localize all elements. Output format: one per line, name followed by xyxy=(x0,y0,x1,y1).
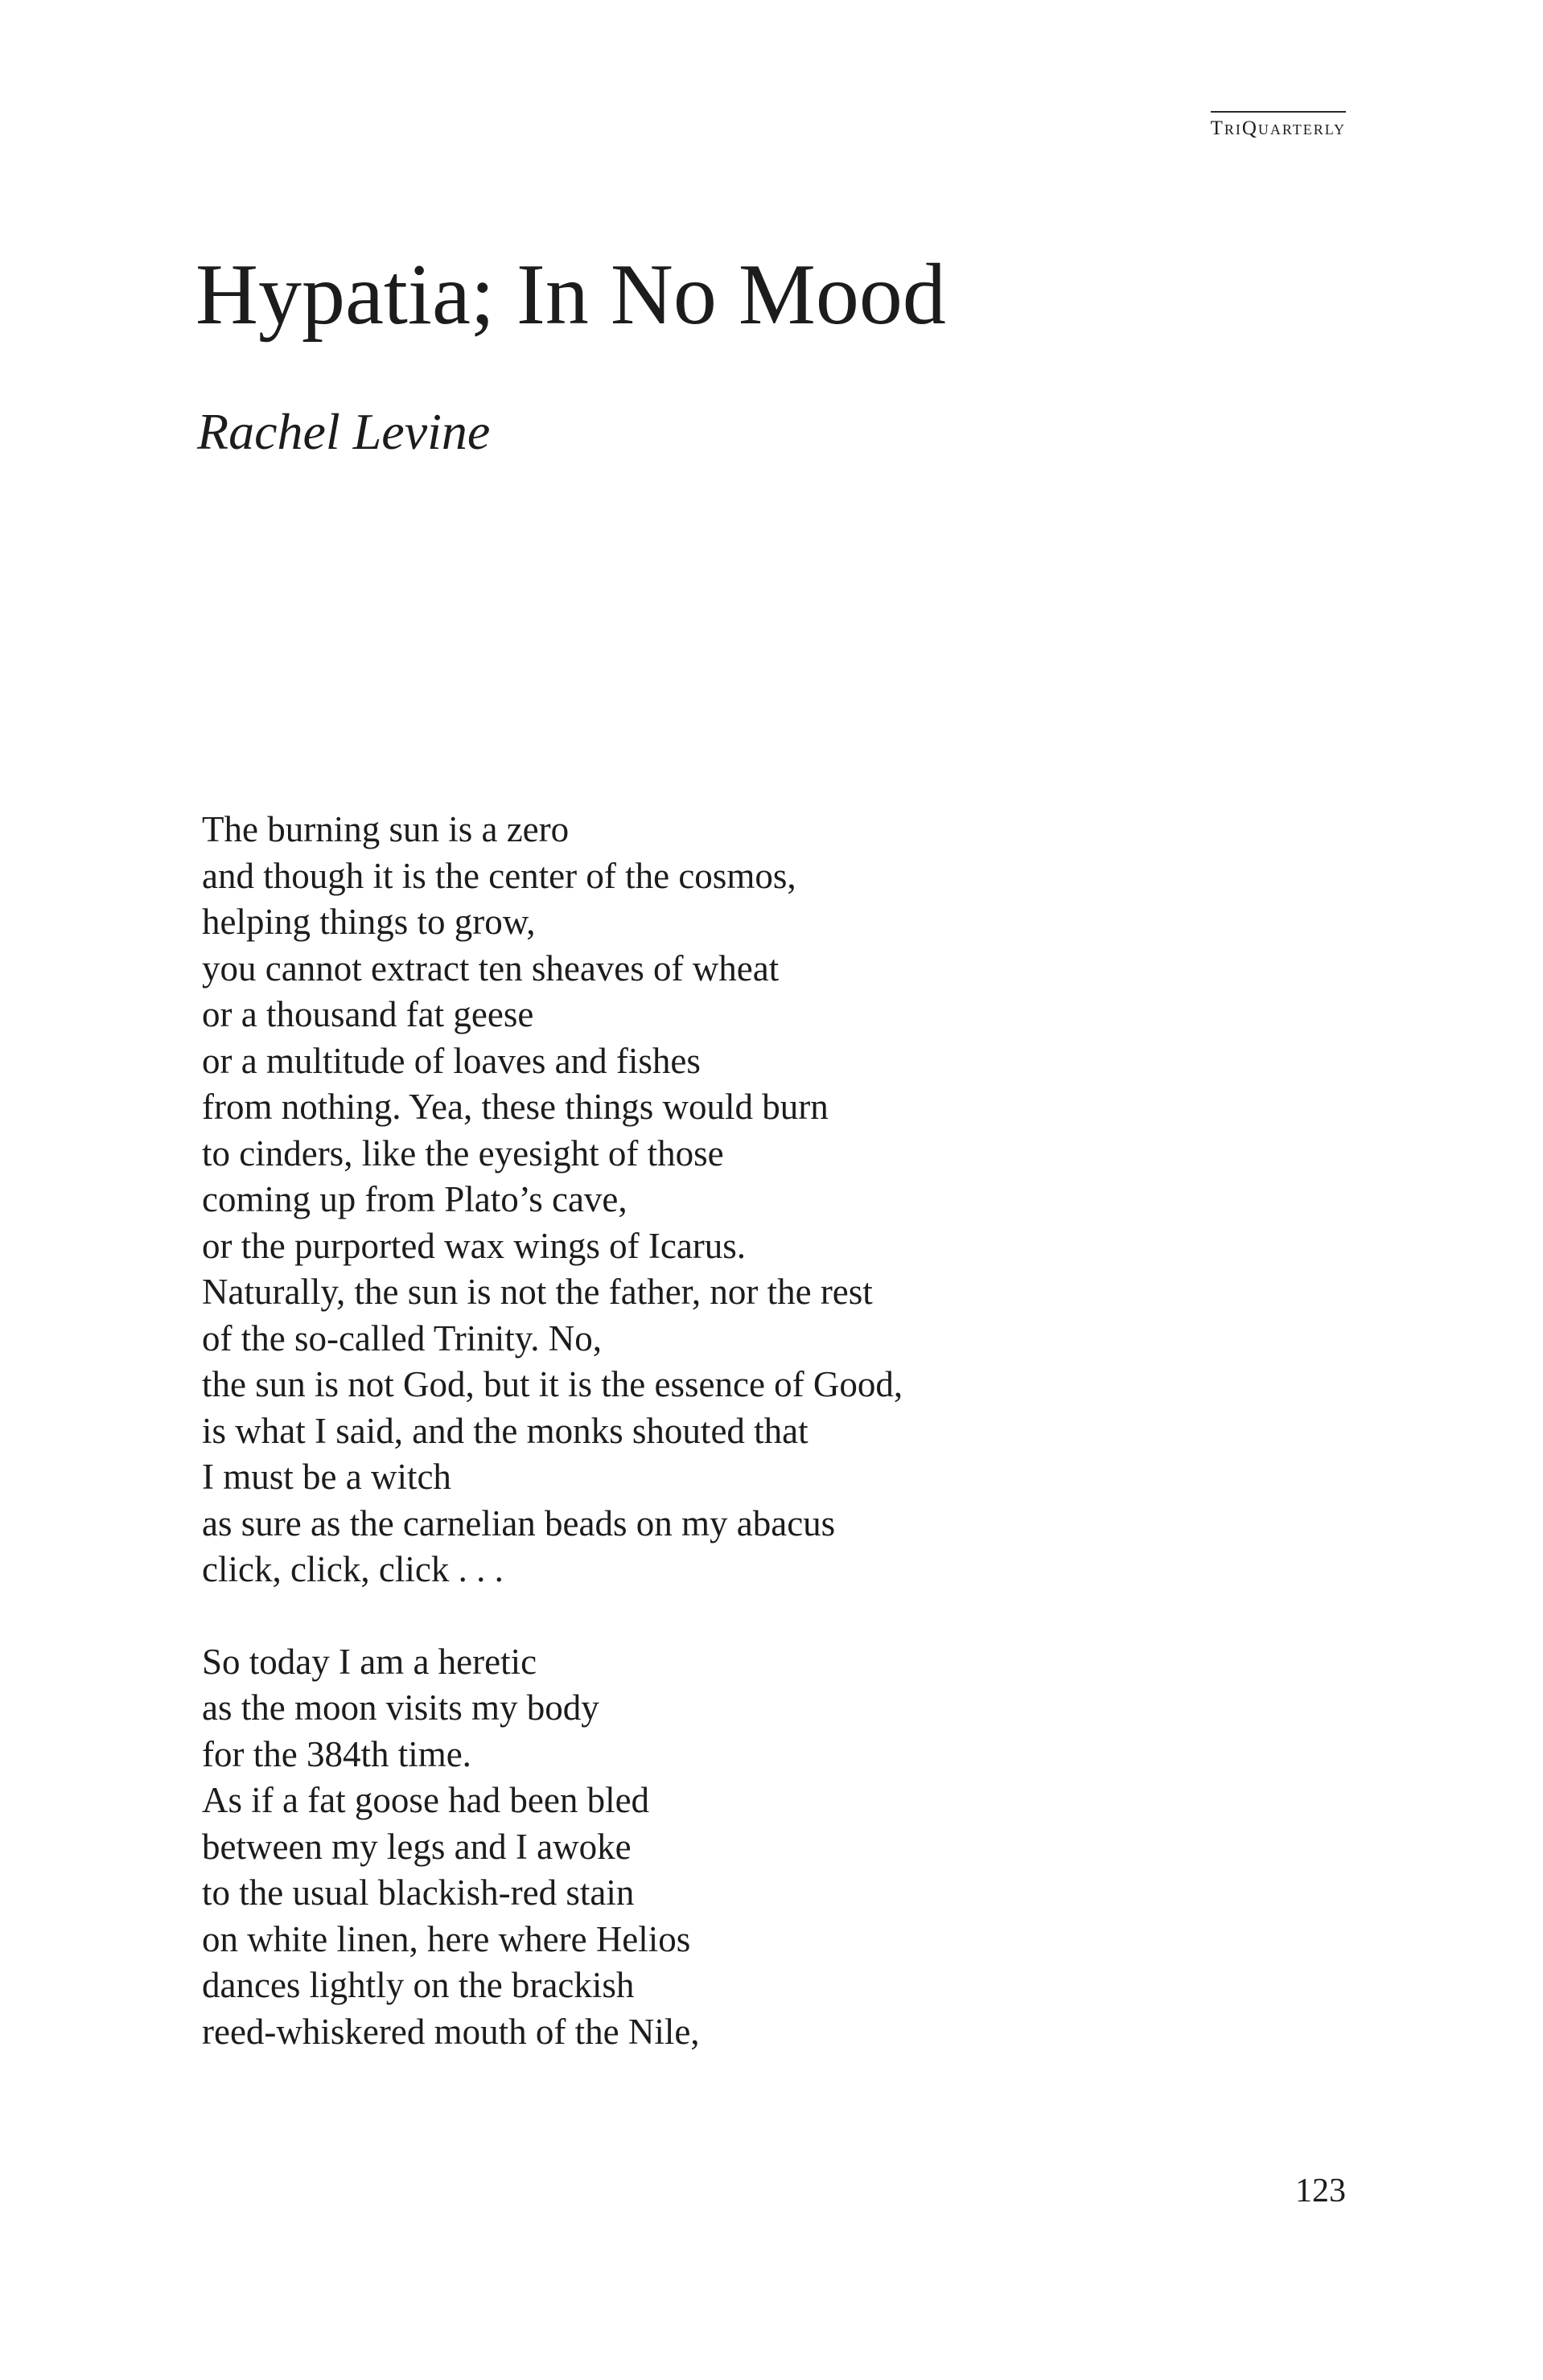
poem-line: to the usual blackish-red stain xyxy=(202,1872,635,1913)
poem-line: of the so-called Trinity. No, xyxy=(202,1317,603,1359)
poem-line: helping things to grow, xyxy=(202,902,536,942)
poem-line: reed-whiskered mouth of the Nile, xyxy=(202,2011,700,2052)
poem-line: and though it is the center of the cosmos, xyxy=(202,855,796,896)
poem-line: as sure as the carnelian beads on my abacus xyxy=(202,1502,836,1544)
poem-line: to cinders, like the eyesight of those xyxy=(202,1132,724,1174)
poem-line: between my legs and I awoke xyxy=(202,1826,632,1867)
poem-line: or a multitude of loaves and fishes xyxy=(202,1040,701,1081)
author-name: Rachel Levine xyxy=(197,403,491,460)
poem-line: So today I am a heretic xyxy=(202,1641,537,1682)
poem-line: dances lightly on the brackish xyxy=(202,1965,635,2005)
poem-line: or the purported wax wings of Icarus. xyxy=(202,1225,747,1266)
stanza-2 xyxy=(202,1639,1368,2056)
poem-line: I must be a witch xyxy=(202,1457,451,1497)
poem-line: on white linen, here where Helios xyxy=(202,1918,691,1959)
poem-line: As if a fat goose had been bled xyxy=(202,1780,650,1820)
poem-line: the sun is not God, but it is the essence of Good, xyxy=(202,1364,903,1404)
poem-line: coming up from Plato’s cave, xyxy=(202,1179,627,1219)
poem-line: click, click, click . . . xyxy=(202,1549,504,1589)
poem-body xyxy=(202,807,1368,2101)
poem-line: is what I said, and the monks shouted that xyxy=(202,1410,809,1451)
poem-line: or a thousand fat geese xyxy=(202,994,534,1034)
stanza-1 xyxy=(202,807,1368,1593)
poem-line: as the moon visits my body xyxy=(202,1687,599,1728)
poem-line: from nothing. Yea, these things would burn xyxy=(202,1087,829,1127)
poem-line: The burning sun is a zero xyxy=(202,809,570,849)
poem-title: Hypatia; In No Mood xyxy=(195,247,946,343)
page-number: 123 xyxy=(1295,2172,1346,2209)
poem-line: for the 384th time. xyxy=(202,1733,471,1774)
poem-line: Naturally, the sun is not the father, nor the rest xyxy=(202,1272,873,1312)
running-head: TriQuarterly xyxy=(1211,111,1346,140)
poem-line: you cannot extract ten sheaves of wheat xyxy=(202,947,780,989)
